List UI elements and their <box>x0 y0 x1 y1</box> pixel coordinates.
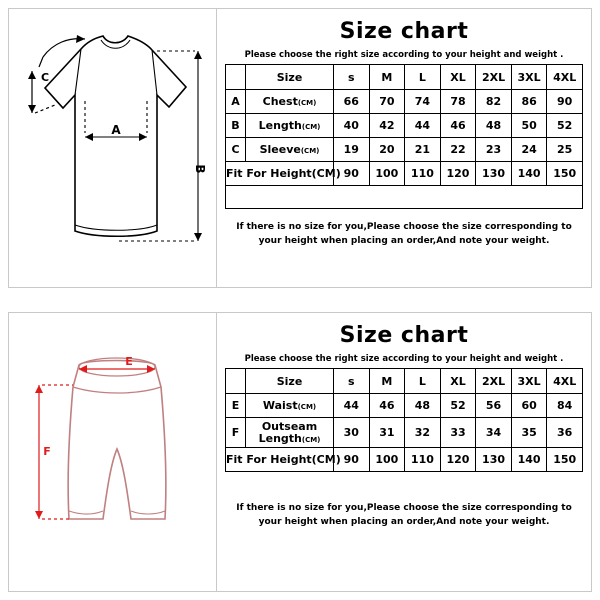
header-size-m: M <box>369 65 405 90</box>
cell-length-l: 44 <box>405 114 441 138</box>
row-name-sleeve <box>246 138 334 162</box>
dimension-label-f: F <box>43 445 51 458</box>
cell-fit-m: 100 <box>369 162 405 186</box>
cell-fit-4xl: 150 <box>547 162 583 186</box>
cell-waist-l: 48 <box>405 394 441 418</box>
shirt-figure-column <box>9 9 217 287</box>
row-name-length <box>246 114 334 138</box>
t-shirt-diagram <box>9 9 216 287</box>
cell-fit-s-shorts: 90 <box>334 448 370 472</box>
size-chart-panel-shorts <box>8 312 592 592</box>
header-size-s-shorts: s <box>334 369 370 394</box>
shirt-chart-column <box>217 9 591 287</box>
cell-fit-3xl: 140 <box>511 162 547 186</box>
cell-sleeve-2xl: 23 <box>476 138 512 162</box>
table-row-fit-for-height <box>226 162 583 186</box>
table-blank-row <box>226 186 583 209</box>
cell-outseam-2xl: 34 <box>476 418 512 448</box>
row-unit-fit: (CM) <box>311 167 341 180</box>
shorts-diagram <box>9 313 216 591</box>
row-name-length2-text: Length <box>258 431 302 445</box>
cell-fit-m-shorts: 100 <box>369 448 405 472</box>
header-size-s: s <box>334 65 370 90</box>
header-size-4xl: 4XL <box>547 65 583 90</box>
size-chart-panel-shirt <box>8 8 592 288</box>
row-name-fit-for-height <box>226 162 341 186</box>
row-letter-e: E <box>226 394 246 418</box>
table-row-outseam-length <box>226 418 583 448</box>
shorts-chart-column <box>217 313 591 591</box>
footer-note-shirt-line2: your height when placing an order,And note your weight. <box>258 235 550 246</box>
cell-outseam-3xl: 35 <box>511 418 547 448</box>
cell-fit-4xl-shorts: 150 <box>547 448 583 472</box>
table-row-sleeve <box>226 138 583 162</box>
cell-chest-xl: 78 <box>440 90 476 114</box>
row-unit-chest: (CM) <box>297 99 317 107</box>
row-name-outseam-text: Outseam <box>261 419 318 433</box>
page-title-shorts: Size chart <box>339 323 469 348</box>
cell-sleeve-m: 20 <box>369 138 405 162</box>
row-unit-sleeve: (CM) <box>300 147 320 155</box>
dimension-label-e: E <box>125 355 133 368</box>
cell-chest-m: 70 <box>369 90 405 114</box>
header-size-2xl-shorts: 2XL <box>476 369 512 394</box>
cell-sleeve-s: 19 <box>334 138 370 162</box>
row-name-waist-text: Waist <box>262 399 298 412</box>
table-row-chest <box>226 90 583 114</box>
header-size-label-shorts: Size <box>246 369 334 394</box>
header-size-l-shorts: L <box>405 369 441 394</box>
cell-length-2xl: 48 <box>476 114 512 138</box>
cell-outseam-l: 32 <box>405 418 441 448</box>
header-size-2xl: 2XL <box>476 65 512 90</box>
footer-note-shorts <box>225 502 583 529</box>
row-name-length2-wrap <box>246 433 333 445</box>
cell-length-4xl: 52 <box>547 114 583 138</box>
row-name-chest-text: Chest <box>262 95 298 108</box>
header-size-xl-shorts: XL <box>440 369 476 394</box>
header-size-l: L <box>405 65 441 90</box>
cell-waist-3xl: 60 <box>511 394 547 418</box>
row-letter-a: A <box>226 90 246 114</box>
cell-fit-l: 110 <box>405 162 441 186</box>
shorts-figure-column <box>9 313 217 591</box>
cell-length-m: 42 <box>369 114 405 138</box>
dimension-label-b: B <box>193 164 207 174</box>
cell-waist-s: 44 <box>334 394 370 418</box>
cell-chest-s: 66 <box>334 90 370 114</box>
cell-outseam-s: 30 <box>334 418 370 448</box>
row-name-length-text: Length <box>258 119 302 132</box>
cell-length-3xl: 50 <box>511 114 547 138</box>
row-name-fit-for-height-shorts <box>226 448 341 472</box>
cell-chest-3xl: 86 <box>511 90 547 114</box>
cell-length-xl: 46 <box>440 114 476 138</box>
cell-fit-2xl: 130 <box>476 162 512 186</box>
header-spacer-shorts <box>226 369 246 394</box>
row-letter-f: F <box>226 418 246 448</box>
row-name-outseam-length <box>246 418 334 448</box>
note-top-shirt: Please choose the right size according to your height and weight . <box>244 50 564 60</box>
row-unit-outseam: (CM) <box>301 435 321 444</box>
header-size-3xl-shorts: 3XL <box>511 369 547 394</box>
header-size-3xl: 3XL <box>511 65 547 90</box>
cell-fit-3xl-shorts: 140 <box>511 448 547 472</box>
row-unit-waist: (CM) <box>297 403 317 411</box>
cell-fit-2xl-shorts: 130 <box>476 448 512 472</box>
cell-fit-l-shorts: 110 <box>405 448 441 472</box>
header-size-m-shorts: M <box>369 369 405 394</box>
dimension-label-a: A <box>111 123 121 137</box>
cell-outseam-4xl: 36 <box>547 418 583 448</box>
row-unit-fit-shorts: (CM) <box>311 453 341 466</box>
row-letter-c: C <box>226 138 246 162</box>
cell-waist-2xl: 56 <box>476 394 512 418</box>
cell-fit-xl-shorts: 120 <box>440 448 476 472</box>
header-spacer <box>226 65 246 90</box>
row-unit-length: (CM) <box>301 123 321 131</box>
row-name-sleeve-text: Sleeve <box>259 143 301 156</box>
blank-cell <box>226 186 583 209</box>
table-header-row <box>226 65 583 90</box>
table-row-length <box>226 114 583 138</box>
header-size-xl: XL <box>440 65 476 90</box>
cell-length-s: 40 <box>334 114 370 138</box>
footer-note-shorts-line2: your height when placing an order,And note your weight. <box>258 516 550 527</box>
cell-fit-xl: 120 <box>440 162 476 186</box>
cell-fit-s: 90 <box>334 162 370 186</box>
cell-outseam-xl: 33 <box>440 418 476 448</box>
row-name-fit-text-shorts: Fit For Height <box>226 453 312 466</box>
footer-note-shirt <box>225 221 583 248</box>
cell-sleeve-l: 21 <box>405 138 441 162</box>
note-top-shorts: Please choose the right size according to your height and weight . <box>244 354 564 364</box>
cell-sleeve-4xl: 25 <box>547 138 583 162</box>
header-size-label: Size <box>246 65 334 90</box>
row-letter-b: B <box>226 114 246 138</box>
cell-waist-4xl: 84 <box>547 394 583 418</box>
cell-chest-4xl: 90 <box>547 90 583 114</box>
footer-note-shirt-line1: If there is no size for you,Please choose the size corresponding to <box>236 222 572 232</box>
dimension-label-c: C <box>40 71 50 84</box>
table-row-fit-for-height-shorts <box>226 448 583 472</box>
page-title-shirt: Size chart <box>339 19 469 44</box>
table-row-waist <box>226 394 583 418</box>
row-name-waist <box>246 394 334 418</box>
size-table-shirt <box>225 64 583 209</box>
cell-chest-l: 74 <box>405 90 441 114</box>
cell-waist-m: 46 <box>369 394 405 418</box>
size-table-shorts <box>225 368 583 472</box>
footer-note-shorts-line1: If there is no size for you,Please choose the size corresponding to <box>236 503 572 513</box>
cell-sleeve-xl: 22 <box>440 138 476 162</box>
header-size-4xl-shorts: 4XL <box>547 369 583 394</box>
cell-waist-xl: 52 <box>440 394 476 418</box>
cell-outseam-m: 31 <box>369 418 405 448</box>
cell-chest-2xl: 82 <box>476 90 512 114</box>
row-name-fit-text: Fit For Height <box>226 167 312 180</box>
row-name-chest <box>246 90 334 114</box>
table-header-row-shorts <box>226 369 583 394</box>
cell-sleeve-3xl: 24 <box>511 138 547 162</box>
